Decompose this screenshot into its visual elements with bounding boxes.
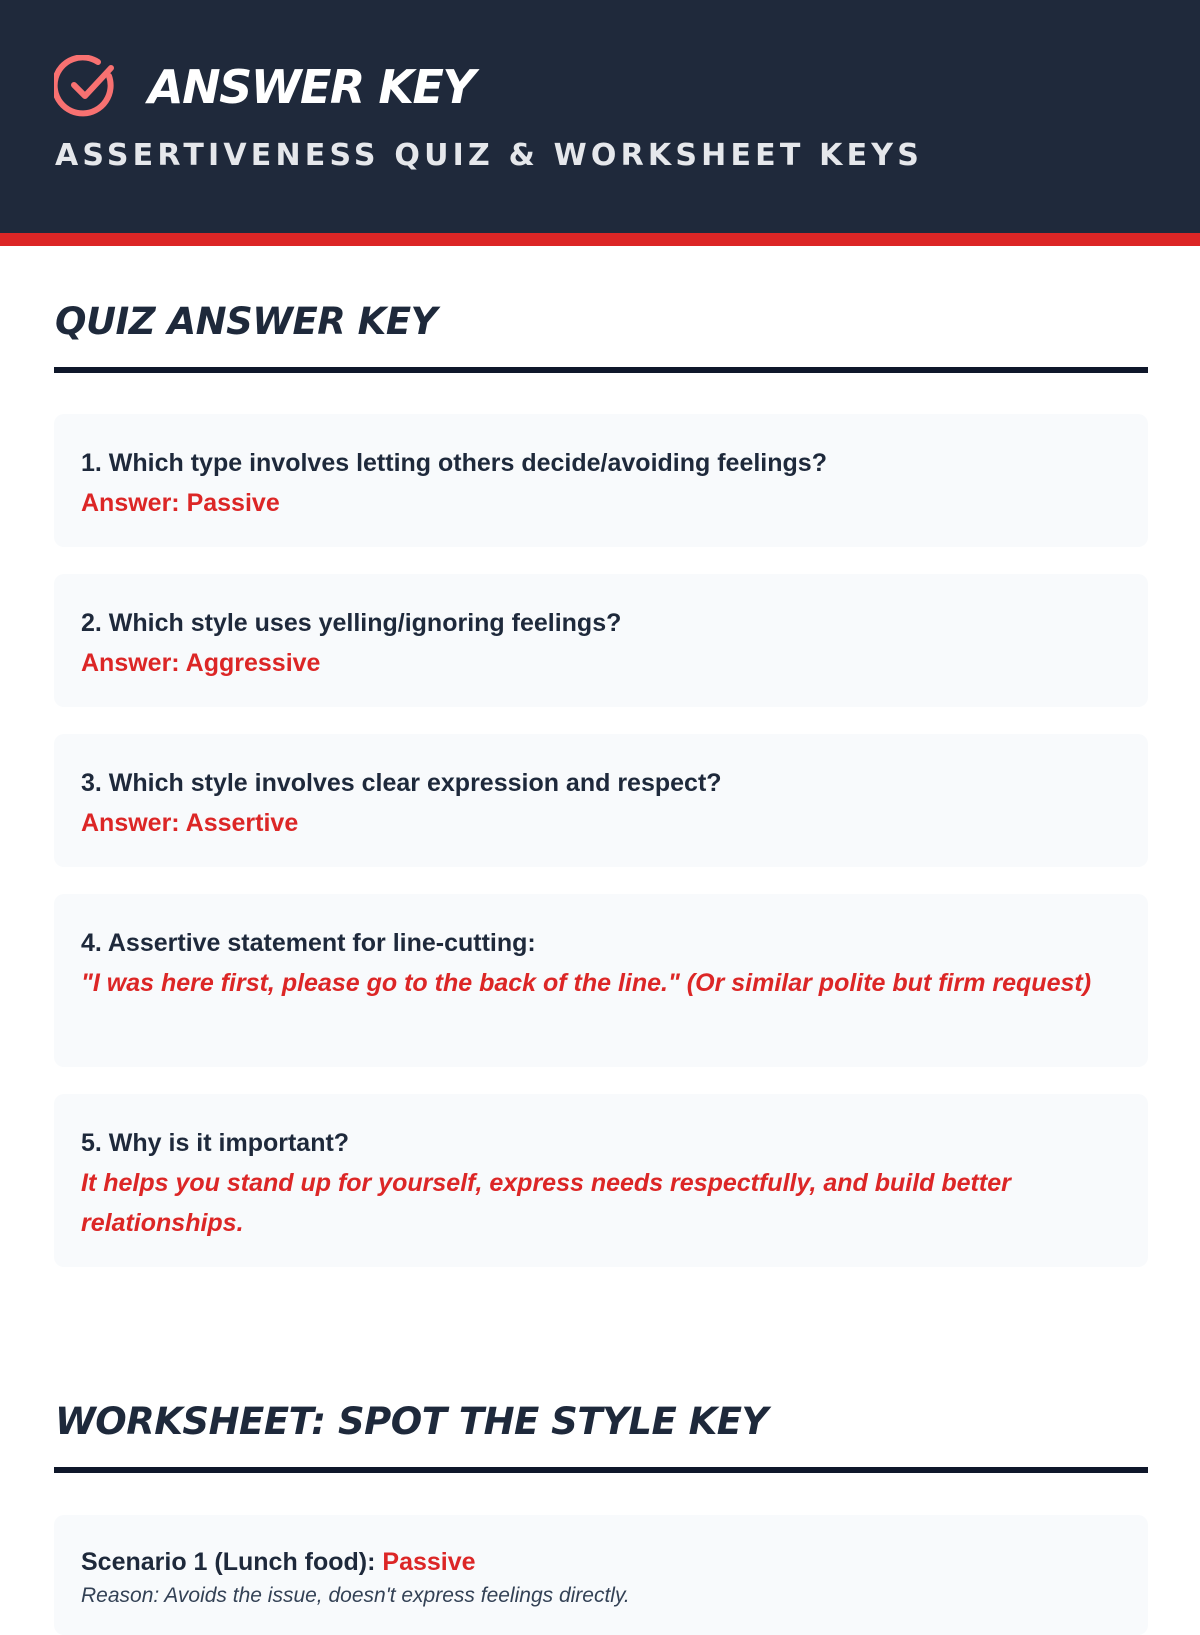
quiz-question: 4. Assertive statement for line-cutting: bbox=[81, 929, 536, 957]
worksheet-section-divider bbox=[54, 1467, 1148, 1473]
scenario-reason: Reason: Avoids the issue, doesn't express feelings directly. bbox=[81, 1584, 630, 1607]
quiz-question: 5. Why is it important? bbox=[81, 1129, 350, 1157]
scenario-label: Scenario 1 (Lunch food): bbox=[81, 1548, 383, 1576]
scenario-style: Passive bbox=[382, 1548, 476, 1576]
quiz-item-4 bbox=[54, 894, 1148, 1067]
quiz-item-5 bbox=[54, 1094, 1148, 1267]
header-title-row bbox=[54, 54, 474, 120]
scenario-title bbox=[81, 1543, 1121, 1581]
page-title: ANSWER KEY bbox=[148, 60, 475, 114]
quiz-answer: Answer: Passive bbox=[81, 489, 280, 517]
page-header bbox=[0, 0, 1200, 233]
quiz-item-1 bbox=[54, 414, 1148, 547]
check-circle-icon bbox=[54, 55, 118, 119]
quiz-answer: It helps you stand up for yourself, express needs respectfully, and build better relationships. bbox=[81, 1169, 1011, 1237]
quiz-question: 2. Which style uses yelling/ignoring feelings? bbox=[81, 609, 622, 637]
quiz-section-divider bbox=[54, 367, 1148, 373]
quiz-question: 3. Which style involves clear expression and respect? bbox=[81, 769, 722, 797]
quiz-item-2 bbox=[54, 574, 1148, 707]
page-subtitle: ASSERTIVENESS QUIZ & WORKSHEET KEYS bbox=[55, 138, 924, 173]
worksheet-item-1 bbox=[54, 1515, 1148, 1635]
quiz-answer: "I was here first, please go to the back of the line." (Or similar polite but firm request) bbox=[81, 969, 1092, 997]
quiz-question: 1. Which type involves letting others decide/avoiding feelings? bbox=[81, 449, 827, 477]
quiz-answer: Answer: Assertive bbox=[81, 809, 299, 837]
quiz-answer: Answer: Aggressive bbox=[81, 649, 321, 677]
quiz-item-3 bbox=[54, 734, 1148, 867]
worksheet-section-heading: WORKSHEET: SPOT THE STYLE KEY bbox=[55, 1400, 768, 1443]
header-accent-stripe bbox=[0, 233, 1200, 246]
quiz-section-heading: QUIZ ANSWER KEY bbox=[55, 300, 437, 343]
